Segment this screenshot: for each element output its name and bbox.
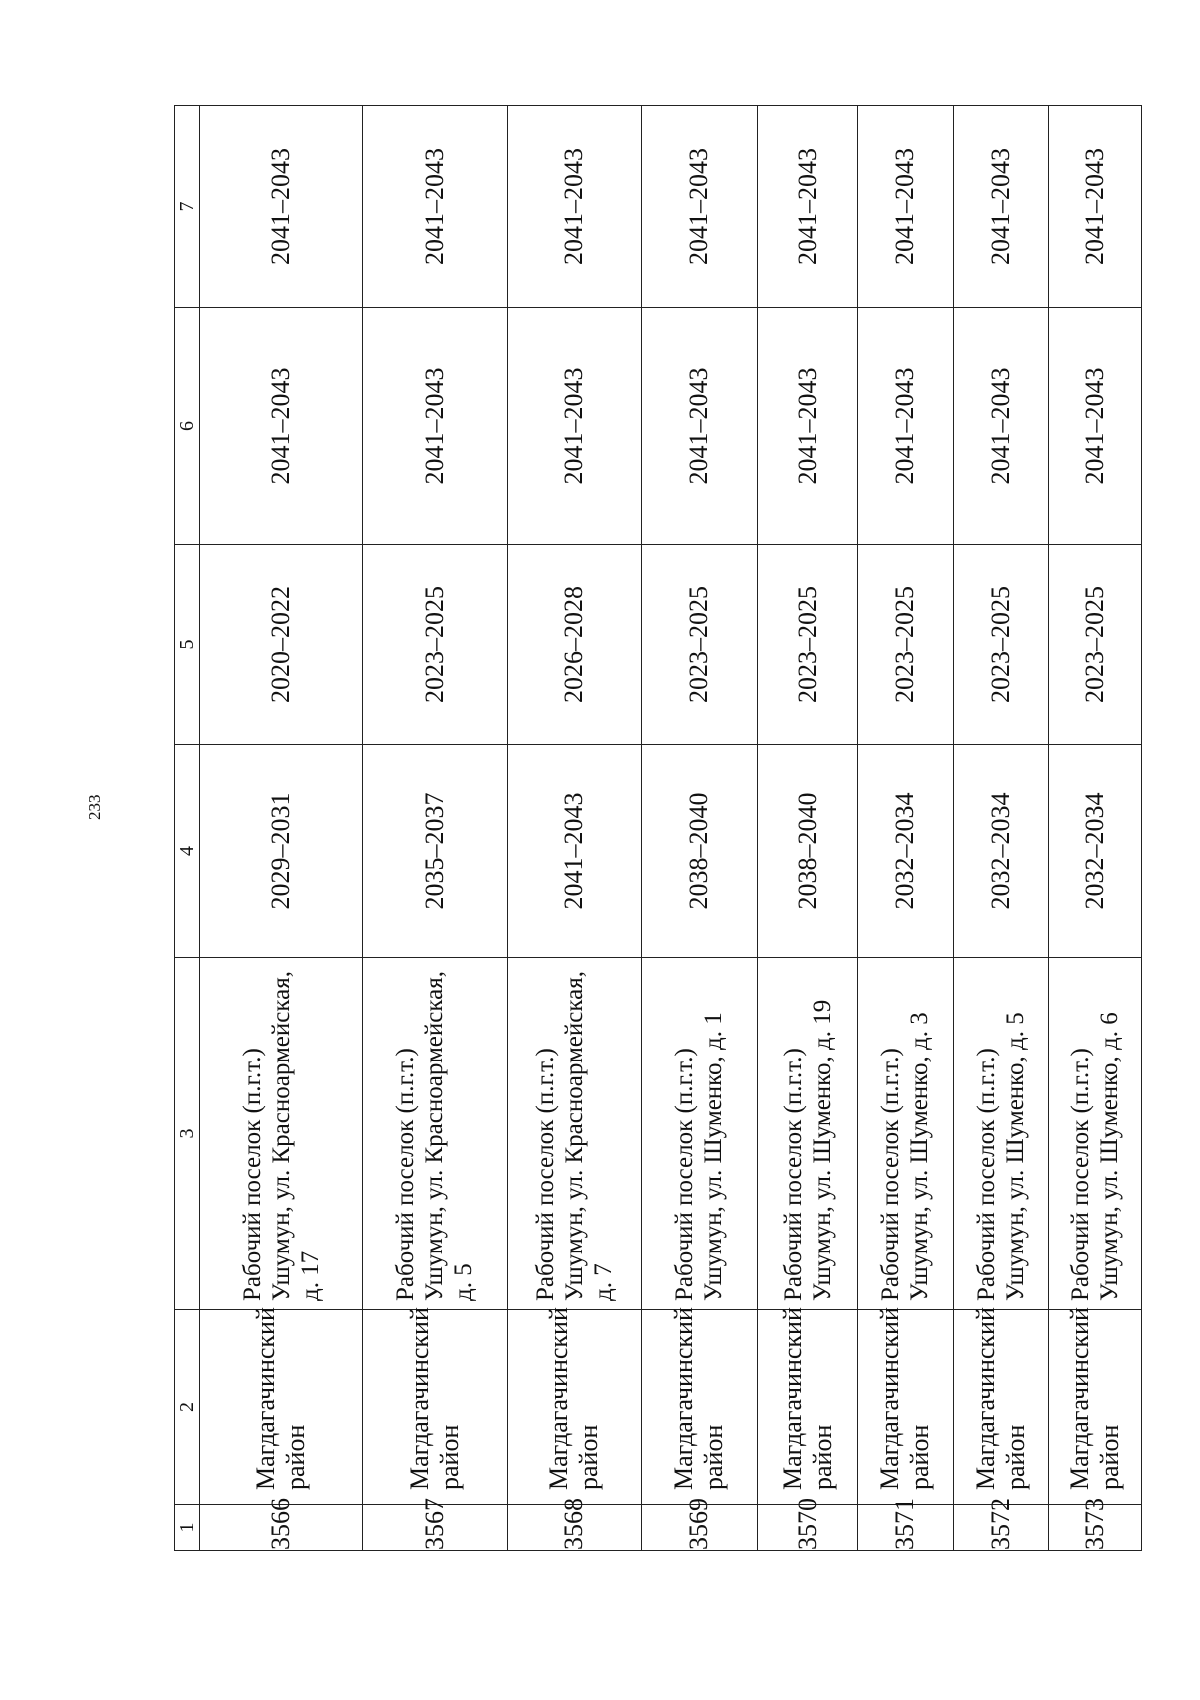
table-row (1049, 106, 1142, 1551)
address-cell: Рабочий поселок (п.г.т.) Ушумун, ул. Шуменко, д. 19 (757, 958, 857, 1310)
period-cell-col6: 2041–2043 (757, 308, 857, 545)
table-row (507, 106, 641, 1551)
address-cell: Рабочий поселок (п.г.т.) Ушумун, ул. Шуменко, д. 1 (641, 958, 757, 1310)
district-cell: Магдагачинский район (858, 1310, 954, 1505)
table-row (953, 106, 1049, 1551)
period-cell-col7: 2041–2043 (200, 106, 363, 308)
period-cell-col6: 2041–2043 (507, 308, 641, 545)
period-cell-col5: 2026–2028 (507, 545, 641, 745)
period-cell-col5: 2020–2022 (200, 545, 363, 745)
period-cell-col4: 2032–2034 (953, 745, 1049, 958)
district-cell: Магдагачинский район (200, 1310, 363, 1505)
page-number: 233 (85, 794, 104, 820)
period-cell-col4: 2032–2034 (1049, 745, 1142, 958)
period-cell-col7: 2041–2043 (953, 106, 1049, 308)
header-cell-5: 5 (175, 545, 200, 745)
row-number-cell: 3572 (953, 1505, 1049, 1551)
period-cell-col5: 2023–2025 (1049, 545, 1142, 745)
address-cell: Рабочий поселок (п.г.т.) Ушумун, ул. Шуменко, д. 6 (1049, 958, 1142, 1310)
period-cell-col6: 2041–2043 (200, 308, 363, 545)
table-row (363, 106, 508, 1551)
header-row (175, 106, 200, 1551)
header-cell-4: 4 (175, 745, 200, 958)
table-row (641, 106, 757, 1551)
address-cell: Рабочий поселок (п.г.т.) Ушумун, ул. Красноармейская, д. 7 (507, 958, 641, 1310)
period-cell-col4: 2029–2031 (200, 745, 363, 958)
district-cell: Магдагачинский район (757, 1310, 857, 1505)
period-cell-col7: 2041–2043 (1049, 106, 1142, 308)
row-number-cell: 3567 (363, 1505, 508, 1551)
row-number-cell: 3570 (757, 1505, 857, 1551)
district-cell: Магдагачинский район (1049, 1310, 1142, 1505)
period-cell-col7: 2041–2043 (757, 106, 857, 308)
row-number-cell: 3571 (858, 1505, 954, 1551)
period-cell-col5: 2023–2025 (953, 545, 1049, 745)
header-cell-7: 7 (175, 106, 200, 308)
period-cell-col4: 2038–2040 (641, 745, 757, 958)
row-number-cell: 3566 (200, 1505, 363, 1551)
period-cell-col7: 2041–2043 (363, 106, 508, 308)
period-cell-col7: 2041–2043 (641, 106, 757, 308)
period-cell-col6: 2041–2043 (1049, 308, 1142, 545)
district-cell: Магдагачинский район (641, 1310, 757, 1505)
header-cell-6: 6 (175, 308, 200, 545)
header-cell-1: 1 (175, 1505, 200, 1551)
district-cell: Магдагачинский район (363, 1310, 508, 1505)
period-cell-col4: 2041–2043 (507, 745, 641, 958)
address-cell: Рабочий поселок (п.г.т.) Ушумун, ул. Шуменко, д. 5 (953, 958, 1049, 1310)
address-cell: Рабочий поселок (п.г.т.) Ушумун, ул. Шуменко, д. 3 (858, 958, 954, 1310)
header-cell-2: 2 (175, 1310, 200, 1505)
period-cell-col7: 2041–2043 (858, 106, 954, 308)
district-cell: Магдагачинский район (507, 1310, 641, 1505)
row-number-cell: 3569 (641, 1505, 757, 1551)
row-number-cell: 3573 (1049, 1505, 1142, 1551)
table-container (174, 106, 1142, 1551)
period-cell-col4: 2032–2034 (858, 745, 954, 958)
period-cell-col6: 2041–2043 (363, 308, 508, 545)
district-cell: Магдагачинский район (953, 1310, 1049, 1505)
registry-table (174, 105, 1142, 1551)
row-number-cell: 3568 (507, 1505, 641, 1551)
period-cell-col4: 2038–2040 (757, 745, 857, 958)
table-row (757, 106, 857, 1551)
period-cell-col4: 2035–2037 (363, 745, 508, 958)
period-cell-col6: 2041–2043 (858, 308, 954, 545)
period-cell-col5: 2023–2025 (641, 545, 757, 745)
period-cell-col6: 2041–2043 (641, 308, 757, 545)
header-cell-3: 3 (175, 958, 200, 1310)
address-cell: Рабочий поселок (п.г.т.) Ушумун, ул. Красноармейская, д. 17 (200, 958, 363, 1310)
period-cell-col5: 2023–2025 (363, 545, 508, 745)
table-row (858, 106, 954, 1551)
period-cell-col5: 2023–2025 (858, 545, 954, 745)
address-cell: Рабочий поселок (п.г.т.) Ушумун, ул. Красноармейская, д. 5 (363, 958, 508, 1310)
period-cell-col7: 2041–2043 (507, 106, 641, 308)
table-body (200, 106, 1142, 1551)
table-row (200, 106, 363, 1551)
period-cell-col6: 2041–2043 (953, 308, 1049, 545)
period-cell-col5: 2023–2025 (757, 545, 857, 745)
